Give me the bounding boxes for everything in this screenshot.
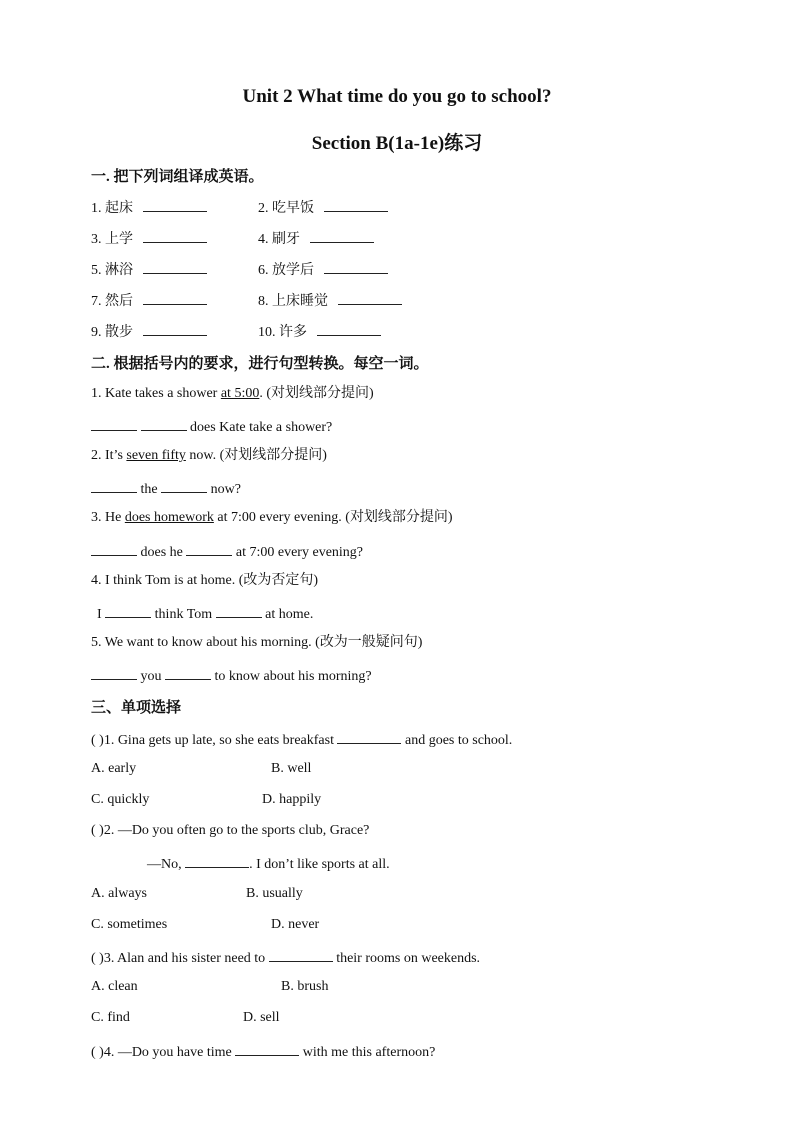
- answer-text: think Tom: [154, 607, 213, 622]
- part3-question-2: ( )2. —Do you often go to the sports club, Grace?: [91, 823, 370, 838]
- part2-heading: 二. 根据括号内的要求，进行句型转换。每空一词。: [91, 356, 429, 372]
- question-text: . I don’t like sports at all.: [249, 857, 390, 872]
- question-text: their rooms on weekends.: [336, 951, 481, 966]
- answer-blank[interactable]: [235, 1041, 299, 1056]
- question-text: now. (对划线部分提问): [185, 448, 327, 463]
- answer-blank[interactable]: [269, 947, 333, 962]
- item-text: 许多: [279, 325, 307, 340]
- item-number: 8.: [258, 294, 269, 309]
- item-text: 放学后: [272, 263, 314, 278]
- item-text: 吃早饭: [272, 201, 314, 216]
- question-text: with me this afternoon?: [302, 1045, 436, 1060]
- answer-text: to know about his morning?: [214, 669, 372, 684]
- answer-blank[interactable]: [310, 228, 374, 243]
- item-text: 起床: [105, 201, 133, 216]
- question-text: ( )1. Gina gets up late, so she eats breakfast: [91, 733, 334, 748]
- question-text: —No,: [147, 857, 182, 872]
- document-subtitle: Section B(1a-1e)练习: [311, 133, 483, 154]
- item-number: 5.: [91, 263, 102, 278]
- option-c[interactable]: C. find: [91, 1010, 130, 1025]
- item-number: 6.: [258, 263, 269, 278]
- question-text: at 7:00 every evening. (对划线部分提问): [213, 510, 453, 525]
- item-text: 散步: [105, 325, 133, 340]
- answer-blank[interactable]: [91, 665, 137, 680]
- answer-blank[interactable]: [216, 603, 262, 618]
- part3-question-4: [91, 1041, 435, 1062]
- item-number: 4.: [258, 232, 269, 247]
- part2-answer-4: [97, 603, 313, 624]
- answer-blank[interactable]: [143, 197, 207, 212]
- answer-blank[interactable]: [338, 290, 402, 305]
- underlined-part: at 5:00: [220, 386, 260, 401]
- underlined-part: seven fifty: [126, 448, 186, 463]
- option-a[interactable]: A. clean: [91, 979, 138, 994]
- part2-answer-2: [91, 478, 241, 499]
- item-text: 然后: [105, 294, 133, 309]
- answer-blank[interactable]: [143, 259, 207, 274]
- answer-blank[interactable]: [165, 665, 211, 680]
- answer-text: at home.: [265, 607, 314, 622]
- option-d[interactable]: D. happily: [262, 792, 322, 807]
- question-text: 2. It’s: [91, 448, 127, 463]
- answer-blank[interactable]: [91, 541, 137, 556]
- item-number: 3.: [91, 232, 102, 247]
- part2-question-4: 4. I think Tom is at home. (改为否定句): [91, 573, 319, 588]
- option-d[interactable]: D. never: [271, 917, 320, 932]
- answer-blank[interactable]: [161, 478, 207, 493]
- item-text: 刷牙: [272, 232, 300, 247]
- part3-heading: 三、单项选择: [91, 700, 182, 716]
- answer-text: the: [140, 482, 158, 497]
- option-c[interactable]: C. sometimes: [91, 917, 168, 932]
- part2-answer-3: [91, 541, 363, 562]
- answer-text: you: [140, 669, 162, 684]
- answer-blank[interactable]: [337, 729, 401, 744]
- answer-blank[interactable]: [143, 228, 207, 243]
- answer-blank[interactable]: [186, 541, 232, 556]
- item-text: 上床睡觉: [272, 294, 328, 309]
- part3-question-2-reply: [147, 853, 390, 874]
- item-number: 2.: [258, 201, 269, 216]
- part2-question-2: [91, 447, 327, 465]
- item-text: 上学: [105, 232, 133, 247]
- answer-text: does: [140, 545, 167, 560]
- answer-blank[interactable]: [91, 416, 137, 431]
- part3-question-1: [91, 729, 512, 750]
- part1-heading: 一. 把下列词组译成英语。: [91, 169, 264, 185]
- question-text: ( )3. Alan and his sister need to: [91, 951, 266, 966]
- answer-text: at 7:00 every evening?: [235, 545, 364, 560]
- answer-blank[interactable]: [105, 603, 151, 618]
- option-b[interactable]: B. well: [271, 761, 312, 776]
- part2-question-5: 5. We want to know about his morning. (改为一般疑问句): [91, 635, 423, 650]
- option-d[interactable]: D. sell: [243, 1010, 280, 1025]
- part3-question-3: [91, 947, 480, 968]
- answer-blank[interactable]: [141, 416, 187, 431]
- answer-blank[interactable]: [143, 290, 207, 305]
- question-text: ( )4. —Do you have time: [91, 1045, 232, 1060]
- part2-answer-5: [91, 665, 372, 686]
- answer-blank[interactable]: [324, 259, 388, 274]
- item-text: 淋浴: [105, 263, 133, 278]
- answer-blank[interactable]: [143, 321, 207, 336]
- answer-blank[interactable]: [317, 321, 381, 336]
- answer-blank[interactable]: [91, 478, 137, 493]
- part2-answer-1: [91, 416, 332, 437]
- item-number: 9.: [91, 325, 102, 340]
- option-b[interactable]: B. brush: [281, 979, 329, 994]
- part2-question-3: [91, 509, 453, 527]
- answer-text: he: [169, 545, 183, 560]
- question-text: . (对划线部分提问): [259, 386, 374, 401]
- answer-text: does Kate take a shower?: [190, 420, 333, 435]
- question-text: 3. He: [91, 510, 125, 525]
- option-b[interactable]: B. usually: [246, 886, 303, 901]
- question-text: and goes to school.: [404, 733, 513, 748]
- question-text: 1. Kate takes a shower: [91, 386, 221, 401]
- document-title: Unit 2 What time do you go to school?: [242, 86, 552, 107]
- underlined-part: does homework: [124, 510, 214, 525]
- option-a[interactable]: A. always: [91, 886, 147, 901]
- item-number: 1.: [91, 201, 102, 216]
- item-number: 7.: [91, 294, 102, 309]
- option-a[interactable]: A. early: [91, 761, 137, 776]
- answer-blank[interactable]: [185, 853, 249, 868]
- answer-text: I: [97, 607, 102, 622]
- answer-blank[interactable]: [324, 197, 388, 212]
- option-c[interactable]: C. quickly: [91, 792, 150, 807]
- answer-text: now?: [210, 482, 241, 497]
- part2-question-1: [91, 385, 374, 403]
- item-number: 10.: [258, 325, 276, 340]
